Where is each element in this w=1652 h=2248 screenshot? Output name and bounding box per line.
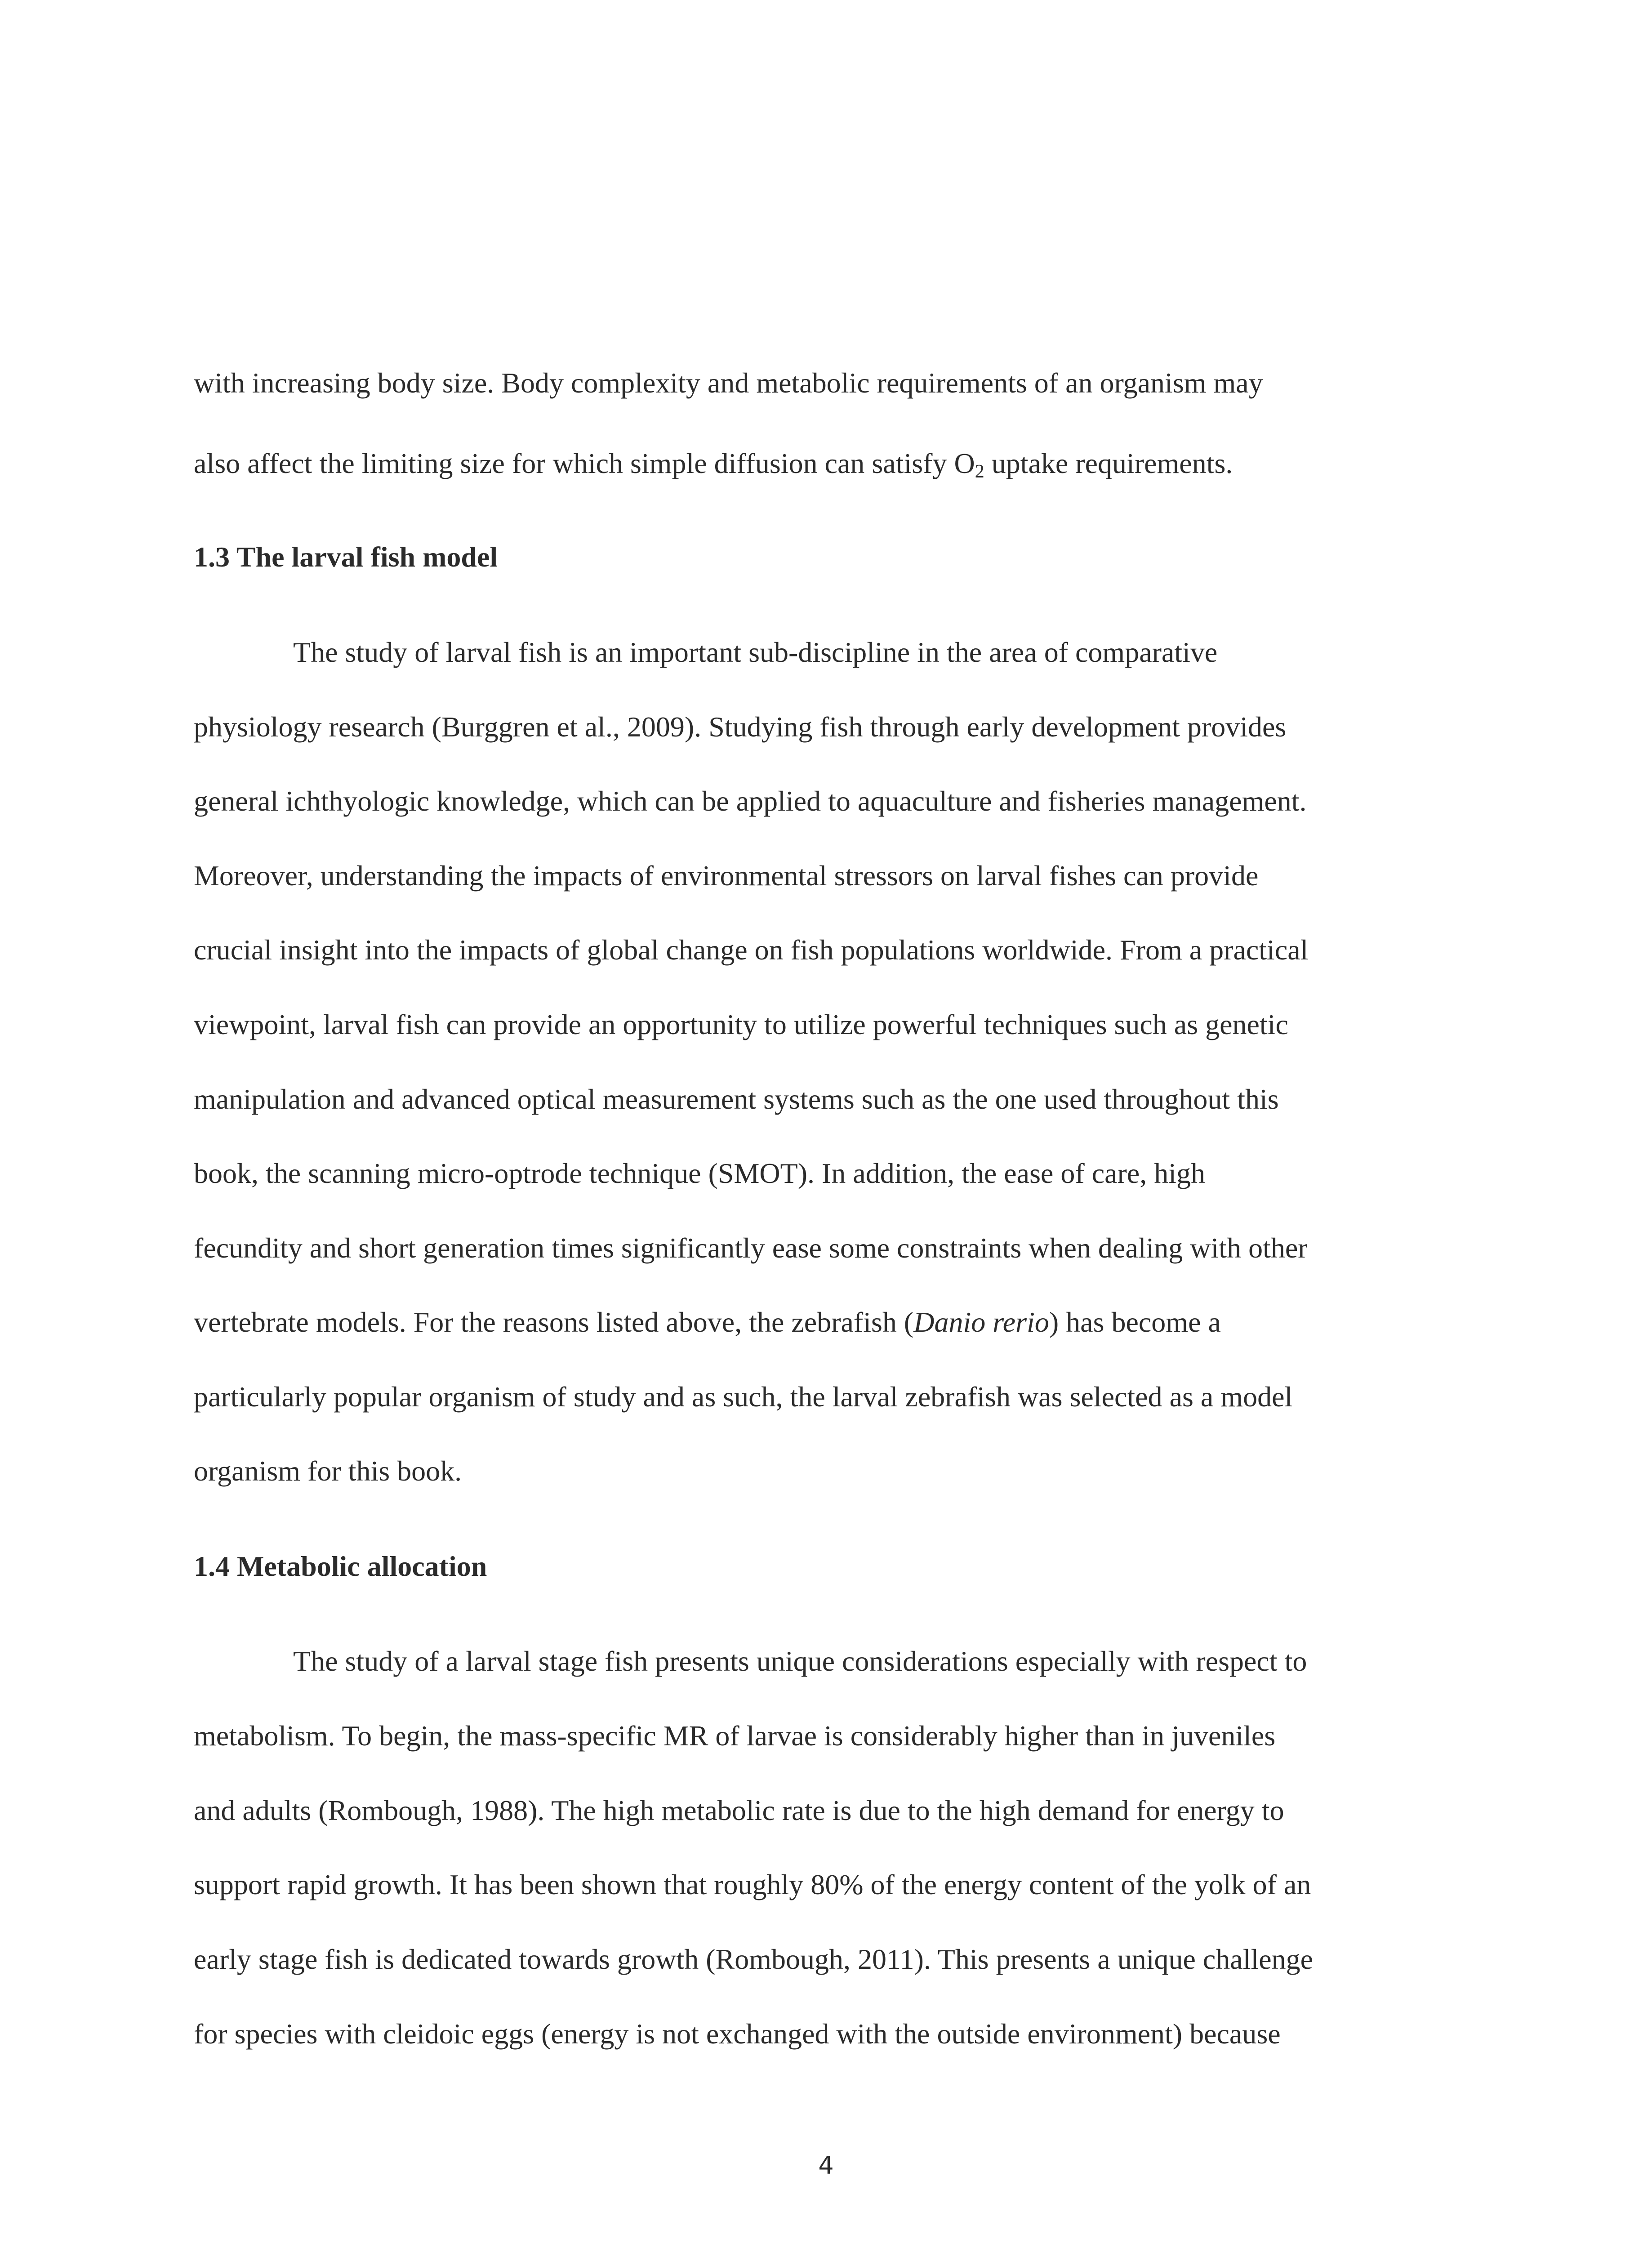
paragraph-line: fecundity and short generation times significantly ease some constraints when dealing with other xyxy=(194,1232,1308,1264)
paragraph-line xyxy=(194,1304,1221,1340)
text-segment: also affect the limiting size for which simple diffusion can satisfy O xyxy=(194,447,975,479)
paragraph-line: crucial insight into the impacts of global change on fish populations worldwide. From a practical xyxy=(194,934,1309,966)
paragraph-line: general ichthyologic knowledge, which can be applied to aquaculture and fisheries management. xyxy=(194,785,1307,817)
paragraph-line: particularly popular organism of study and as such, the larval zebrafish was selected as a model xyxy=(194,1381,1293,1413)
section-heading: 1.3 The larval fish model xyxy=(194,541,498,573)
text-segment: vertebrate models. For the reasons listed above, the zebrafish ( xyxy=(194,1306,914,1338)
text-segment: uptake requirements. xyxy=(984,447,1233,479)
paragraph-line: metabolism. To begin, the mass-specific MR of larvae is considerably higher than in juveniles xyxy=(194,1720,1276,1752)
paragraph-line: for species with cleidoic eggs (energy is not exchanged with the outside environment) because xyxy=(194,2018,1281,2050)
paragraph-line: early stage fish is dedicated towards growth (Rombough, 2011). This presents a unique challenge xyxy=(194,1943,1314,1975)
paragraph-line: support rapid growth. It has been shown that roughly 80% of the energy content of the yolk of an xyxy=(194,1869,1311,1900)
paragraph-line: book, the scanning micro-optrode technique (SMOT). In addition, the ease of care, high xyxy=(194,1157,1205,1189)
paragraph-line: The study of a larval stage fish presents unique considerations especially with respect to xyxy=(293,1645,1307,1677)
species-name: Danio rerio xyxy=(913,1306,1049,1338)
paragraph-line: viewpoint, larval fish can provide an opportunity to utilize powerful techniques such as genetic xyxy=(194,1008,1288,1040)
paragraph-line: The study of larval fish is an important sub-discipline in the area of comparative xyxy=(293,636,1218,668)
paragraph-line: physiology research (Burggren et al., 2009). Studying fish through early development provides xyxy=(194,711,1287,743)
section-heading: 1.4 Metabolic allocation xyxy=(194,1550,487,1582)
paragraph-line: with increasing body size. Body complexity and metabolic requirements of an organism may xyxy=(194,367,1263,399)
paragraph-line: and adults (Rombough, 1988). The high metabolic rate is due to the high demand for energy to xyxy=(194,1794,1284,1826)
paragraph-line: organism for this book. xyxy=(194,1455,462,1487)
paragraph-line xyxy=(194,446,1233,482)
page-number: 4 xyxy=(818,2151,834,2180)
subscript: 2 xyxy=(975,461,984,482)
paragraph-line: manipulation and advanced optical measurement systems such as the one used throughout this xyxy=(194,1083,1279,1115)
text-segment: ) has become a xyxy=(1049,1306,1221,1338)
paragraph-line: Moreover, understanding the impacts of environmental stressors on larval fishes can provide xyxy=(194,860,1259,892)
